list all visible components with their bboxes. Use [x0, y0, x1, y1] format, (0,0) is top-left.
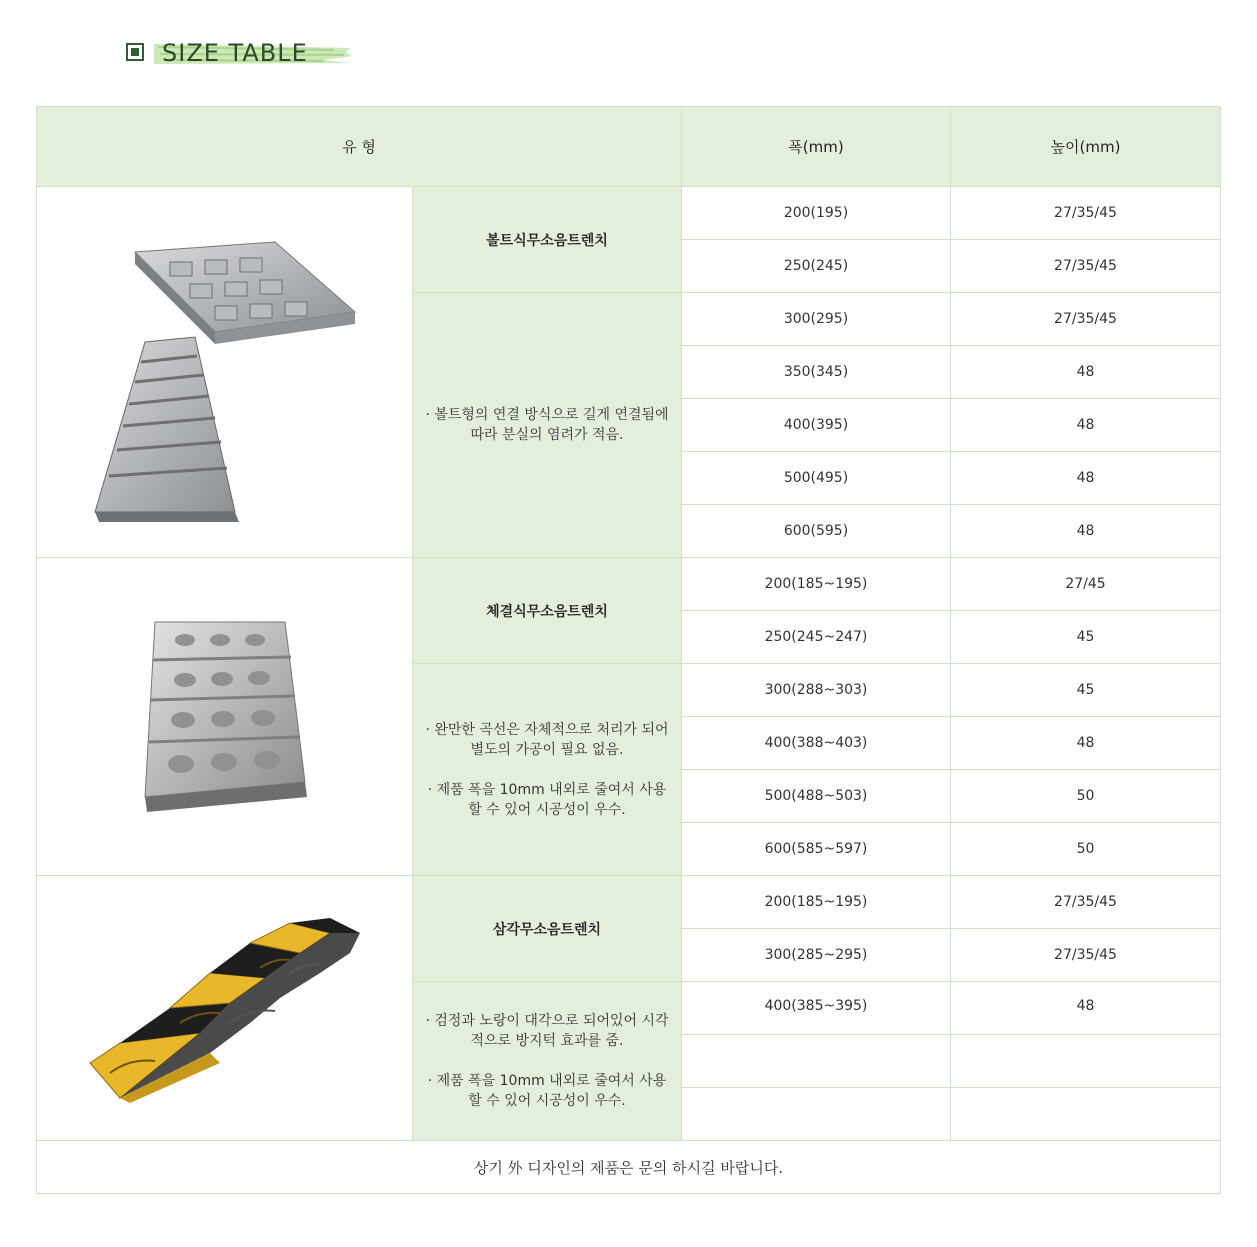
bolt-trench-image [75, 222, 375, 522]
product-description [413, 664, 682, 876]
height-value: 27/35/45 [951, 187, 1221, 240]
height-value: 48 [951, 505, 1221, 558]
section-title [124, 36, 354, 70]
width-value: 200(195) [682, 187, 951, 240]
header-height: 높이(mm) [951, 107, 1221, 187]
footer-row [37, 1141, 1221, 1194]
square-bullet-icon [126, 43, 144, 61]
width-value: 300(295) [682, 293, 951, 346]
product-description [413, 293, 682, 558]
width-value: 400(395) [682, 399, 951, 452]
width-value [682, 1088, 951, 1141]
width-value [682, 1035, 951, 1088]
product-image-cell [37, 558, 413, 876]
product-description [413, 982, 682, 1141]
width-value: 350(345) [682, 346, 951, 399]
header-type: 유 형 [37, 107, 682, 187]
triangle-trench-image [80, 913, 370, 1103]
height-value: 27/35/45 [951, 876, 1221, 929]
height-value: 50 [951, 823, 1221, 876]
height-value: 27/45 [951, 558, 1221, 611]
height-value: 48 [951, 982, 1221, 1035]
width-value: 200(185~195) [682, 876, 951, 929]
height-value: 27/35/45 [951, 293, 1221, 346]
product-name: 볼트식무소음트렌치 [413, 187, 682, 293]
height-value [951, 1035, 1221, 1088]
width-value: 250(245~247) [682, 611, 951, 664]
height-value: 48 [951, 346, 1221, 399]
width-value: 200(185~195) [682, 558, 951, 611]
width-value: 500(488~503) [682, 770, 951, 823]
table-row [37, 187, 1221, 240]
size-table [36, 106, 1221, 1194]
width-value: 600(585~597) [682, 823, 951, 876]
width-value: 300(288~303) [682, 664, 951, 717]
width-value: 500(495) [682, 452, 951, 505]
footer-note: 상기 外 디자인의 제품은 문의 하시길 바랍니다. [37, 1141, 1221, 1194]
table-row [37, 558, 1221, 611]
height-value: 45 [951, 611, 1221, 664]
description-text: · 볼트형의 연결 방식으로 길게 연결됨에 따라 분실의 염려가 적음. [425, 407, 669, 443]
height-value: 50 [951, 770, 1221, 823]
title-text: SIZE TABLE [162, 39, 308, 67]
width-value: 400(385~395) [682, 982, 951, 1035]
description-text: · 제품 폭을 10mm 내외로 줄여서 사용할 수 있어 시공성이 우수. [427, 1073, 667, 1109]
header-width: 폭(mm) [682, 107, 951, 187]
description-text: · 검정과 노랑이 대각으로 되어있어 시각적으로 방지턱 효과를 줌. [425, 1013, 669, 1049]
height-value: 48 [951, 452, 1221, 505]
product-image-cell [37, 876, 413, 1141]
width-value: 400(388~403) [682, 717, 951, 770]
table-row [37, 876, 1221, 929]
height-value: 48 [951, 399, 1221, 452]
width-value: 300(285~295) [682, 929, 951, 982]
height-value: 48 [951, 717, 1221, 770]
product-image-cell [37, 187, 413, 558]
height-value: 45 [951, 664, 1221, 717]
description-text: · 제품 폭을 10mm 내외로 줄여서 사용할 수 있어 시공성이 우수. [427, 781, 667, 818]
product-name: 체결식무소음트렌치 [413, 558, 682, 664]
height-value [951, 1088, 1221, 1141]
table-header-row [37, 107, 1221, 187]
width-value: 250(245) [682, 240, 951, 293]
fastening-trench-image [125, 612, 325, 822]
height-value: 27/35/45 [951, 240, 1221, 293]
height-value: 27/35/45 [951, 929, 1221, 982]
description-text: · 완만한 곡선은 자체적으로 처리가 되어 별도의 가공이 필요 없음. [425, 721, 669, 758]
width-value: 600(595) [682, 505, 951, 558]
product-name: 삼각무소음트렌치 [413, 876, 682, 982]
